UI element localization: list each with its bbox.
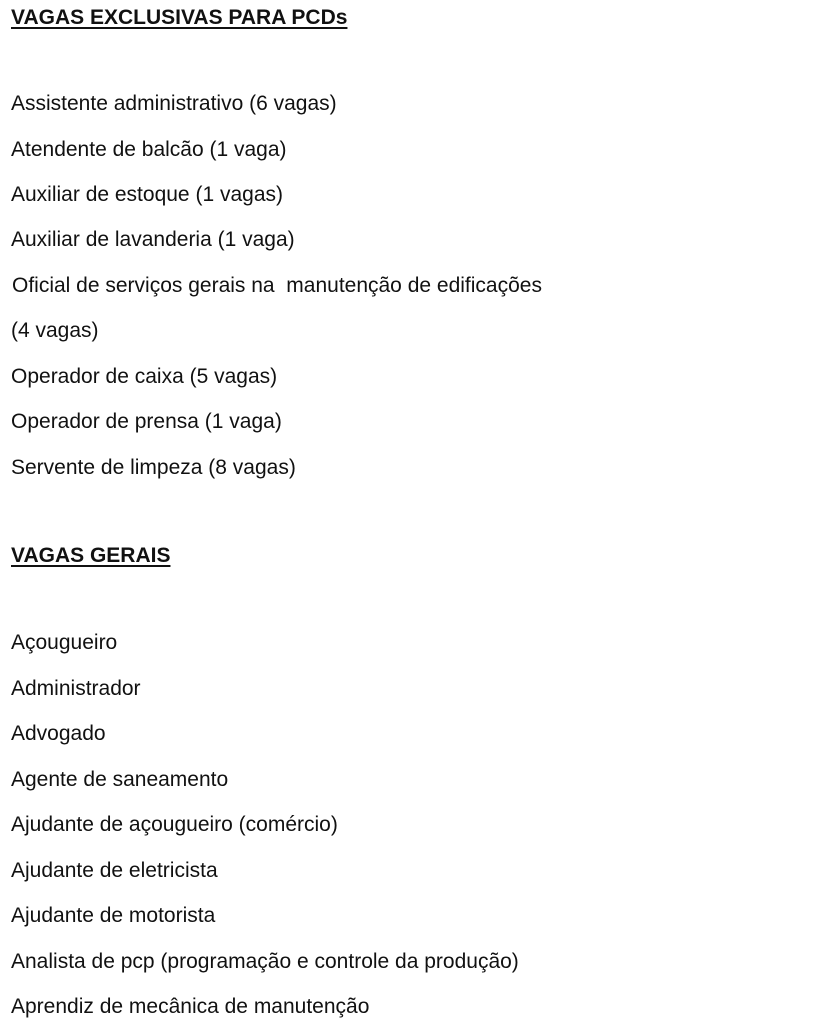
general-job-item: Administrador xyxy=(11,677,141,700)
pcd-section-title: VAGAS EXCLUSIVAS PARA PCDs xyxy=(11,6,348,29)
general-section-title: VAGAS GERAIS xyxy=(11,544,171,567)
pcd-job-item: Assistente administrativo (6 vagas) xyxy=(11,92,337,115)
general-job-item: Ajudante de motorista xyxy=(11,904,216,927)
pcd-job-item: Operador de caixa (5 vagas) xyxy=(11,365,278,388)
pcd-job-item: Operador de prensa (1 vaga) xyxy=(11,410,282,433)
general-job-item: Aprendiz de mecânica de manutenção xyxy=(11,995,370,1018)
general-job-item: Advogado xyxy=(11,722,106,745)
pcd-job-item: Servente de limpeza (8 vagas) xyxy=(11,456,296,479)
pcd-job-item: Auxiliar de lavanderia (1 vaga) xyxy=(11,228,295,251)
general-job-item: Analista de pcp (programação e controle da produção) xyxy=(11,950,519,973)
general-job-item: Ajudante de açougueiro (comércio) xyxy=(11,813,338,836)
pcd-job-item-continuation: (4 vagas) xyxy=(11,319,99,342)
pcd-job-item: Auxiliar de estoque (1 vagas) xyxy=(11,183,283,206)
pcd-job-item: Oficial de serviços gerais na manutenção de edificações xyxy=(12,274,542,297)
general-job-item: Ajudante de eletricista xyxy=(11,859,218,882)
pcd-job-item: Atendente de balcão (1 vaga) xyxy=(11,138,287,161)
general-job-item: Agente de saneamento xyxy=(11,768,229,791)
general-job-item: Açougueiro xyxy=(11,631,118,654)
